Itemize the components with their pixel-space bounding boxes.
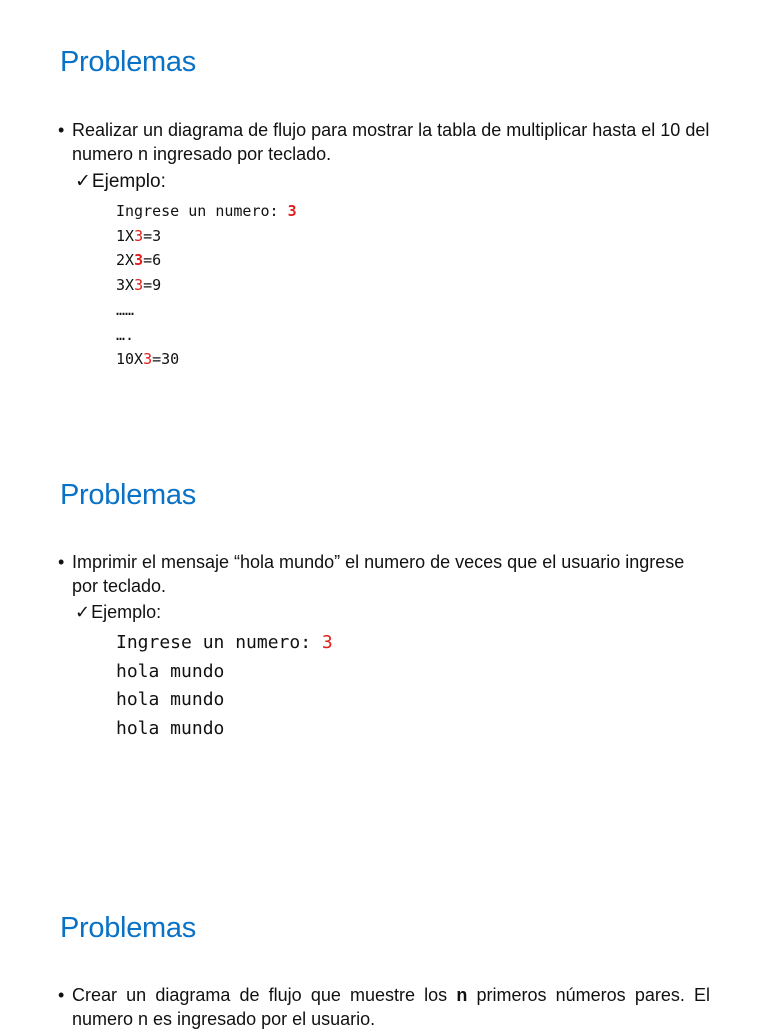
code-prompt: Ingrese un numero:: [116, 202, 288, 220]
slide-1-bullet: [58, 118, 710, 166]
slide-2-example: [75, 602, 161, 623]
code-text: 10X: [116, 350, 144, 369]
slide-2: [0, 430, 768, 860]
slide-1: [0, 0, 768, 430]
bullet-icon: •: [58, 552, 65, 572]
code-line: [116, 347, 297, 372]
bullet-icon: •: [58, 120, 65, 140]
code-text: =9: [143, 276, 162, 295]
bullet-icon: •: [58, 985, 65, 1005]
slide-2-example-label: Ejemplo:: [91, 602, 162, 622]
slide-2-title: Problemas: [60, 479, 196, 511]
code-text: =6: [143, 251, 162, 270]
code-line: [116, 224, 297, 249]
code-ellipsis: ….: [116, 325, 135, 344]
code-input-value: 3: [287, 202, 297, 220]
code-highlight: 3: [143, 350, 153, 369]
bullet-text-bold: n: [456, 985, 468, 1005]
code-prompt-line: [116, 199, 297, 224]
checkmark-icon: ✓: [75, 602, 91, 622]
bullet-text-part: Crear un diagrama de flujo que muestre los: [72, 985, 457, 1005]
code-output-line: hola mundo: [116, 717, 225, 739]
slide-1-example: [75, 170, 166, 193]
code-ellipsis: ……: [116, 300, 135, 319]
slide-3: [0, 860, 768, 1029]
code-highlight: 3: [134, 276, 144, 295]
code-line: [116, 273, 297, 298]
code-text: 3X: [116, 276, 135, 295]
code-input-value: 3: [321, 632, 333, 653]
slide-1-example-label: Ejemplo:: [91, 171, 166, 192]
bullet-text-part: primeros números pares. El numero n es ingresado por el usuario.: [72, 985, 710, 1029]
slide-1-bullet-text: Realizar un diagrama de flujo para mostrar la tabla de multiplicar hasta el 10 del numero n ingresado por teclado.: [72, 120, 710, 164]
slide-1-code-example: [116, 199, 297, 372]
code-text: 2X: [116, 251, 135, 270]
code-highlight: 3: [134, 226, 144, 245]
slide-2-code-example: [116, 629, 333, 743]
slide-1-title: Problemas: [60, 46, 196, 78]
code-prompt: Ingrese un numero:: [116, 632, 322, 653]
code-output-line: hola mundo: [116, 689, 225, 710]
code-line: [116, 248, 297, 273]
code-highlight: 3: [134, 251, 144, 270]
code-prompt-line: [116, 629, 333, 658]
slide-2-bullet-text: Imprimir el mensaje “hola mundo” el numero de veces que el usuario ingrese por teclado.: [72, 552, 685, 596]
checkmark-icon: ✓: [75, 171, 91, 192]
slide-3-title: Problemas: [60, 912, 196, 944]
code-text: =30: [152, 350, 180, 369]
code-output-line: hola mundo: [116, 660, 225, 682]
slide-2-bullet: [58, 550, 710, 598]
code-text: 1X: [116, 226, 135, 245]
code-text: =3: [143, 226, 162, 245]
